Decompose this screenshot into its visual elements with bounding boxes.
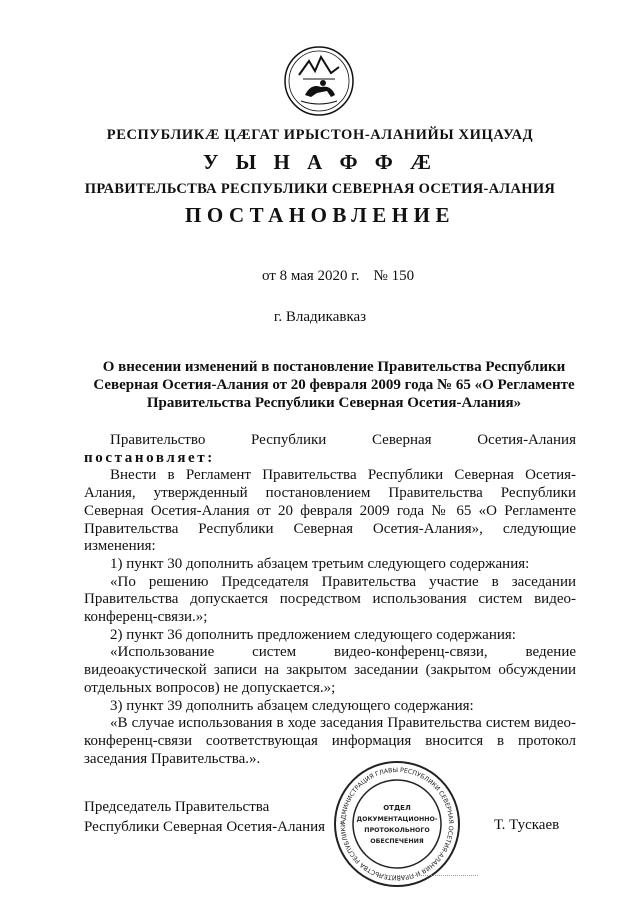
header-decree-russian: ПОСТАНОВЛЕНИЕ	[185, 203, 455, 227]
preamble-word-2: Республики	[251, 432, 327, 448]
preamble-word-3: Северная	[371, 432, 432, 448]
preamble-line	[84, 432, 576, 450]
decree-word: постановляет:	[84, 449, 215, 466]
document-number: № 150	[373, 268, 415, 284]
preamble-word-1: Правительство	[110, 432, 206, 448]
stamp-center-line-4: ОБЕСПЕЧЕНИЯ	[370, 838, 424, 845]
stamp-ring-text: АДМИНИСТРАЦИЯ ГЛАВЫ РЕСПУБЛИКИ СЕВЕРНАЯ ОСЕТИЯ-АЛАНИЯ И ПРАВИТЕЛЬСТВА РЕСПУБЛИКИ	[339, 766, 455, 882]
signature-position	[84, 797, 325, 837]
coat-of-arms-emblem-icon	[283, 45, 355, 117]
paragraph-item-1-text: «По решению Председателя Правительства участие в заседании Правительства допускается посредством использования систем видео-конференц-связи.»;	[84, 573, 576, 626]
header-decree-ossetian: У Ы Н А Ф Ф Ӕ	[202, 150, 438, 174]
paragraph-item-2: 2) пункт 36 дополнить предложением следующего содержания:	[110, 626, 516, 643]
paragraph-item-1: 1) пункт 30 дополнить абзацем третьим следующего содержания:	[110, 555, 530, 572]
paragraph-item-3: 3) пункт 39 дополнить абзацем следующего содержания:	[110, 697, 474, 714]
signature-position-line-2: Республики Северная Осетия-Алания	[84, 819, 326, 835]
paragraph-item-2-text: «Использование систем видео-конференц-связи, ведение видеоакустической записи на закрытом заседании (закрытом обсуждении отдельных вопросов) не допускается.»;	[84, 644, 576, 696]
header-republic-ossetian: РЕСПУБЛИКӔ ЦӔГАТ ИРЫСТОН-АЛАНИЙЫ ХИЦАУАД	[106, 127, 534, 143]
stamp-center-line-1: ОТДЕЛ	[383, 804, 411, 812]
signature-position-line-1: Председатель Правительства	[84, 799, 270, 815]
document-title: О внесении изменений в постановление Правительства Республики Северная Осетия-Алания от 20 февраля 2009 года № 65 «О Регламенте Правительства Республики Северная Осетия-Алания»	[93, 359, 575, 411]
document-body	[84, 432, 576, 768]
document-date: от 8 мая 2020 г.	[262, 268, 360, 284]
footer-dotted-line	[378, 875, 478, 876]
stamp-center-line-2: ДОКУМЕНТАЦИОННО-	[356, 816, 438, 823]
document-city: г. Владикавказ	[273, 309, 367, 325]
stamp-center-line-3: ПРОТОКОЛЬНОГО	[364, 827, 430, 834]
document-date-line	[262, 268, 414, 285]
official-stamp	[333, 760, 461, 888]
preamble-word-4: Осетия-Алания	[477, 432, 576, 448]
header-government-russian: ПРАВИТЕЛЬСТВА РЕСПУБЛИКИ СЕВЕРНАЯ ОСЕТИЯ-АЛАНИЯ	[84, 181, 556, 197]
signature-name: Т. Тускаев	[494, 817, 560, 833]
paragraph-main: Внести в Регламент Правительства Республики Северная Осетия-Алания, утвержденный постановлением Правительства Республики Северная Осетия-Алания от 20 февраля 2009 года № 65 «О Регламенте Правительства Республики Северная Осетия-Алания», следующие изменения:	[84, 467, 576, 555]
paragraph-item-3-text: «В случае использования в ходе заседания Правительства систем видео-конференц-связи соответствующая информация вносится в протокол заседания Правительства.».	[84, 715, 576, 767]
